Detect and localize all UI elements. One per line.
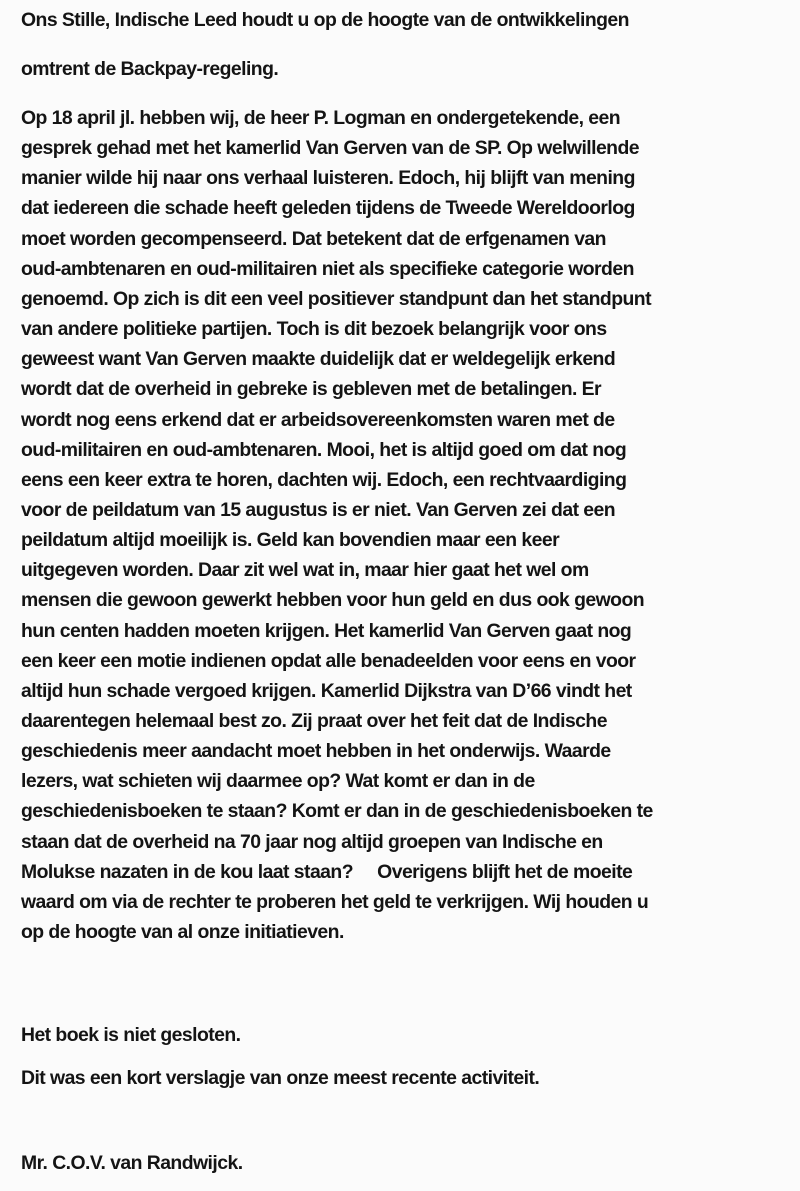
text-line: omtrent de Backpay-regeling. — [21, 58, 279, 80]
closing-statement: Het boek is niet gesloten. — [21, 1024, 241, 1046]
text-line: geschiedenis meer aandacht moet hebben in het onderwijs. Waarde — [21, 740, 611, 763]
text-line: peildatum altijd moeilijk is. Geld kan bovendien maar een keer — [21, 529, 560, 552]
text-line: hun centen hadden moeten krijgen. Het kamerlid Van Gerven gaat nog — [21, 619, 632, 642]
text-line: van andere politieke partijen. Toch is dit bezoek belangrijk voor ons — [21, 318, 607, 340]
text-line: uitgegeven worden. Daar zit wel wat in, maar hier gaat het wel om — [21, 559, 589, 582]
text-line: voor de peildatum van 15 augustus is er niet. Van Gerven zei dat een — [21, 498, 616, 521]
text-line: Op 18 april jl. hebben wij, de heer P. Logman en ondergetekende, een — [21, 107, 621, 129]
closing-report: Dit was een kort verslagje van onze meest recente activiteit. — [21, 1067, 540, 1089]
text-line: manier wilde hij naar ons verhaal luisteren. Edoch, hij blijft van mening — [21, 167, 635, 190]
text-line: mensen die gewoon gewerkt hebben voor hun geld en dus ook gewoon — [21, 589, 645, 612]
text-line: dat iedereen die schade heeft geleden tijdens de Tweede Wereldoorlog — [21, 197, 635, 220]
text-line: oud-militairen en oud-ambtenaren. Mooi, het is altijd goed om dat nog — [21, 438, 627, 461]
text-line: lezers, wat schieten wij daarmee op? Wat komt er dan in de — [21, 770, 535, 793]
text-line: genoemd. Op zich is dit een veel positiever standpunt dan het standpunt — [21, 287, 652, 310]
text-line: staan dat de overheid na 70 jaar nog altijd groepen van Indische en — [21, 830, 603, 853]
text-line: daarentegen helemaal best zo. Zij praat over het feit dat de Indische — [21, 710, 607, 732]
signature: Mr. C.O.V. van Randwijck. — [21, 1152, 243, 1174]
text-line: oud-ambtenaren en oud-militairen niet als specifieke categorie worden — [21, 257, 634, 280]
text-line: gesprek gehad met het kamerlid Van Gerven van de SP. Op welwillende — [21, 137, 640, 160]
text-line: eens een keer extra te horen, dachten wij. Edoch, een rechtvaardiging — [21, 468, 627, 491]
text-line: waard om via de rechter te proberen het geld te verkrijgen. Wij houden u — [21, 890, 649, 913]
text-line: geweest want Van Gerven maakte duidelijk dat er weldegelijk erkend — [21, 348, 616, 371]
text-line: geschiedenisboeken te staan? Komt er dan in de geschiedenisboeken te — [21, 800, 653, 823]
text-line: wordt dat de overheid in gebreke is gebleven met de betalingen. Er — [21, 378, 602, 401]
text-line: altijd hun schade vergoed krijgen. Kamerlid Dijkstra van D’66 vindt het — [21, 679, 632, 702]
text-line: wordt nog eens erkend dat er arbeidsovereenkomsten waren met de — [21, 408, 615, 431]
text-line: op de hoogte van al onze initiatieven. — [21, 921, 344, 943]
text-line: een keer een motie indienen opdat alle benadeelden voor eens en voor — [21, 649, 636, 672]
text-line: Ons Stille, Indische Leed houdt u op de hoogte van de ontwikkelingen — [21, 9, 629, 31]
text-line: moet worden gecompenseerd. Dat betekent dat de erfgenamen van — [21, 227, 606, 250]
text-line: Molukse nazaten in de kou laat staan? Overigens blijft het de moeite — [21, 860, 633, 883]
